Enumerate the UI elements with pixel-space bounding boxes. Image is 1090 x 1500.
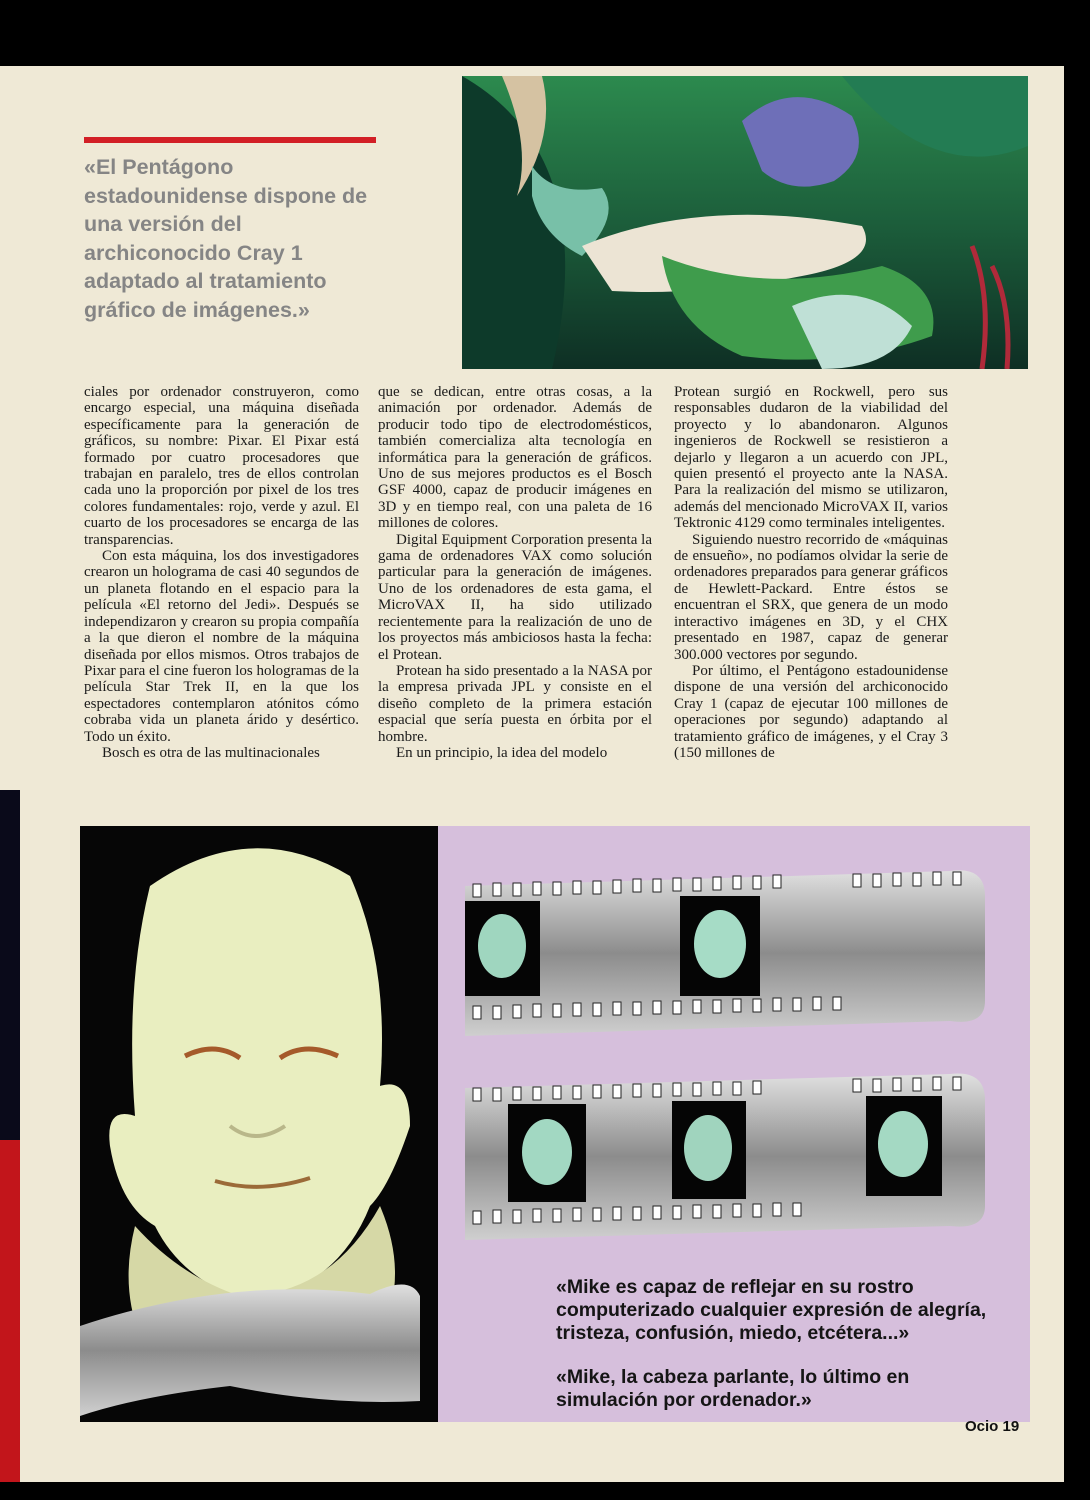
paragraph: Protean ha sido presentado a la NASA por la empresa privada JPL y consiste en el diseño completo de la primera estación espacial que sería puesta en órbita por el hombre. [378,662,652,745]
paragraph: Por último, el Pentágono estadounidense dispone de una versión del archiconocido Cray 1 (capaz de ejecutar 100 millones de operaciones por segundo) adaptando al tratamiento gráfico de imágenes, y el Cray 3 (150 millones de [674,662,948,761]
paragraph: Siguiendo nuestro recorrido de «máquinas de ensueño», no podíamos olvidar la serie de ordenadores preparados para generar gráficos de Hewlett-Packard. Entre éstos se encuentran el SRX, que genera de un modo interactivo imágenes en 3D, y el CHX presentado en 1987, capaz de generar 300.000 vectores por segundo. [674,531,948,663]
caption-quote-2: «Mike, la cabeza parlante, lo último en simulación por ordenador.» [556,1366,910,1411]
mermaid-illustration [462,76,1028,369]
body-column-2 [378,384,652,761]
filmstrip-top [465,870,985,1036]
previous-page-image-edge [0,790,20,1140]
paragraph: Digital Equipment Corporation presenta la gama de ordenadores VAX como solución particular para la generación de imágenes. Uno de los ordenadores de esta gama, el MicroVAX II, ha sido utilizado recientemente para la realización de uno de los proyectos más ambiciosos hasta la fecha: el Protean. [378,531,652,663]
head-render-image [109,848,410,1336]
pull-quote-rule [84,137,376,143]
mike-talking-head-figure [80,826,1030,1422]
caption-quote-1: «Mike es capaz de reflejar en su rostro computerizado cualquier expresión de alegría, tristeza, confusión, miedo, etcétera...» [556,1276,987,1344]
page-folio: Ocio 19 [965,1418,1020,1435]
paragraph: Protean surgió en Rockwell, pero sus responsables dudaron de la viabilidad del proyecto y lo abandonaron. Algunos ingenieros de Rockwell se resistieron a dejarlo y llegaron a un acuerdo con JPL, quien presentó el proyecto ante la NASA. Para la realización del mismo se utilizaron, además del mencionado MicroVAX II, varios Tektronic 4129 como terminales inteligentes. [674,384,948,532]
body-column-3 [674,384,948,761]
paragraph: En un principio, la idea del modelo [396,744,608,761]
body-column-1 [84,384,359,761]
filmstrip-middle [465,1074,985,1240]
previous-page-red-edge [0,1140,20,1482]
paragraph: Bosch es otra de las multinacionales [102,744,320,761]
paragraph: Con esta máquina, los dos investigadores crearon un holograma de casi 40 segundos de un planeta flotando en el espacio para la película «El retorno del Jedi». Después se independizaron y crearon su propia compañía a la que dieron el nombre de la máquina diseñada por ellos mismos. Otros trabajos de Pixar para el cine fueron los hologramas de la película Star Trek II, en la que los espectadores contemplaron atónitos cómo cobraba vida un planeta árido y desértico. Todo un éxito. [84,548,359,745]
pull-quote: «El Pentágono estadounidense dispone de una versión del archiconocido Cray 1 adaptado al tratamiento gráfico de imágenes.» [84,155,368,322]
paragraph: que se dedican, entre otras cosas, a la animación por ordenador. Además de producir todo tipo de electrodomésticos, también comercializa alta tecnología en informática para la generación de gráficos. Uno de sus mejores productos es el Bosch GSF 4000, capaz de producir imágenes en 3D y en tiempo real, con una paleta de 16 millones de colores. [378,384,652,532]
paragraph: ciales por ordenador construyeron, como encargo especial, una máquina diseñada específicamente para la generación de gráficos, su nombre: Pixar. El Pixar está formado por cuatro procesadores que trabajan en paralelo, tres de ellos controlan cada uno la proporción por pixel de los tres colores fundamentales: rojo, verde y azul. El cuarto de los procesadores se encarga de las transparencias. [84,384,359,548]
